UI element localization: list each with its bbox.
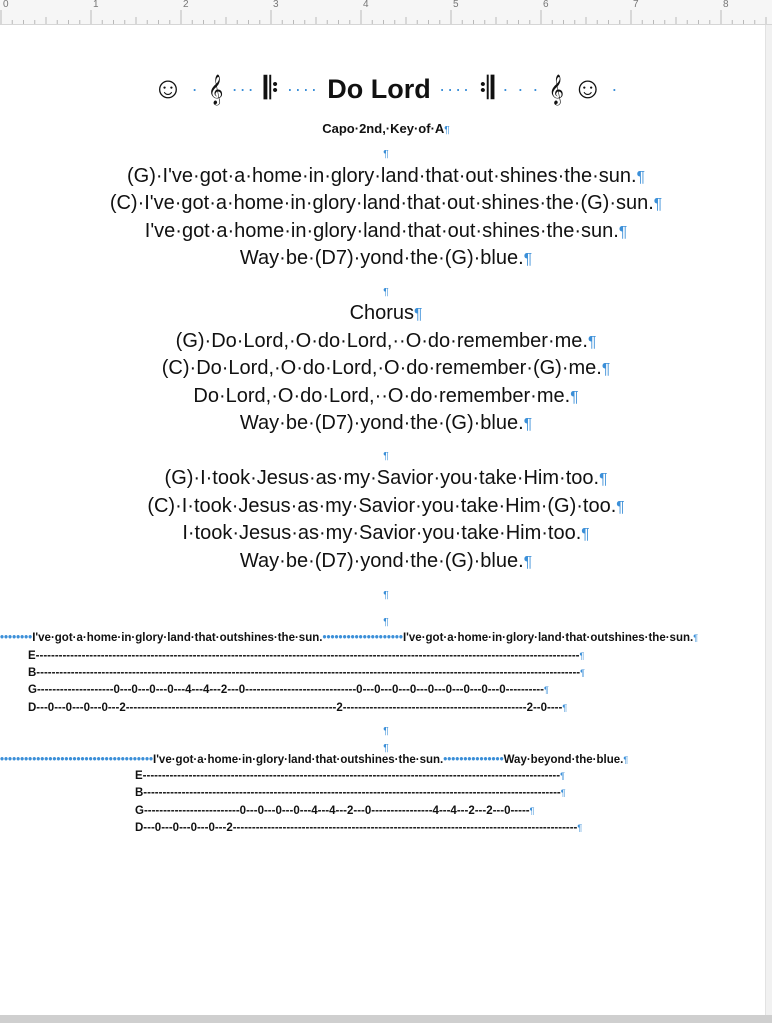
ruler-ticks xyxy=(0,0,772,24)
treble-clef-icon: 𝄞 xyxy=(207,74,224,105)
tab-string-b: B----------------------------------------------------------------------------------------------------------------------------------------------¶ xyxy=(28,667,585,679)
tab-string-e: E-------------------------------------------------------------------------------------------------------------¶ xyxy=(135,770,565,782)
ruler-number: 1 xyxy=(93,0,99,10)
page-title: Do Lord xyxy=(327,74,431,105)
empty-paragraph: ¶ xyxy=(383,590,389,601)
treble-clef-icon: 𝄞 xyxy=(548,74,565,105)
ruler-number: 2 xyxy=(183,0,189,10)
empty-paragraph: ¶ xyxy=(383,617,389,628)
repeat-end-icon: 𝄇 xyxy=(479,72,494,106)
lyric-line: (G)·Do·Lord,·O·do·Lord,··O·do·remember·me.¶ xyxy=(175,330,597,352)
tab-string-g: G-------------------------0---0---0---0---4---4---2---0----------------4---4---2---2---0-----¶ xyxy=(135,805,535,817)
empty-paragraph: ¶ xyxy=(383,451,389,462)
tab-string-d: D---0---0---0---0---2------------------------------------------------------------------------------------------¶ xyxy=(135,822,583,834)
repeat-start-icon: 𝄆 xyxy=(263,72,279,106)
lyric-line: (C)·I've·got·a·home·in·glory·land·that·out·shines·the·(G)·sun.¶ xyxy=(109,192,663,214)
ruler-number: 8 xyxy=(723,0,729,10)
capo-subtitle: Capo·2nd,·Key·of·A¶ xyxy=(322,121,450,136)
lyric-line: (G)·I·took·Jesus·as·my·Savior·you·take·Him·too.¶ xyxy=(164,467,608,489)
lyric-line: I've·got·a·home·in·glory·land·that·out·shines·the·sun.¶ xyxy=(144,220,628,242)
empty-paragraph: ¶ xyxy=(383,726,389,737)
lyric-line: (G)·I've·got·a·home·in·glory·land·that·out·shines·the·sun.¶ xyxy=(127,165,645,187)
ruler-number: 4 xyxy=(363,0,369,10)
lyric-line: Way·be·(D7)·yond·the·(G)·blue.¶ xyxy=(239,550,533,572)
empty-paragraph: ¶ xyxy=(383,743,389,754)
ruler-number: 0 xyxy=(3,0,9,10)
ruler-number: 6 xyxy=(543,0,549,10)
empty-paragraph: ¶ xyxy=(383,149,389,160)
lyric-line: Way·be·(D7)·yond·the·(G)·blue.¶ xyxy=(239,247,533,269)
ruler-number: 3 xyxy=(273,0,279,10)
ruler-number: 5 xyxy=(453,0,459,10)
lyric-line: Way·be·(D7)·yond·the·(G)·blue.¶ xyxy=(239,412,533,434)
lyric-line: I·took·Jesus·as·my·Savior·you·take·Him·too.¶ xyxy=(182,522,590,544)
ruler xyxy=(0,0,772,25)
tab-lyric-line: ••••••••••••••••••••••••••••••••••••••I've·got·a·home·in·glory·land·that·outshines·the·sun.•••••••••••••••Way·beyond·the·blue.¶ xyxy=(0,754,629,766)
tab-string-g: G--------------------0---0---0---0---4---4---2---0-----------------------------0---0---0---0---0---0---0---0---0----------¶ xyxy=(28,684,549,696)
smiley-icon: ☺ xyxy=(572,72,604,106)
lyric-line: (C)·Do·Lord,·O·do·Lord,·O·do·remember·(G)·me.¶ xyxy=(161,357,611,379)
tab-string-e: E----------------------------------------------------------------------------------------------------------------------------------------------¶ xyxy=(28,650,585,662)
ruler-number: 7 xyxy=(633,0,639,10)
tab-string-d: D---0---0---0---0---2-------------------------------------------------------2------------------------------------------------2--0----¶ xyxy=(28,702,568,714)
horizontal-scrollbar[interactable] xyxy=(0,1015,772,1023)
tab-string-b: B-------------------------------------------------------------------------------------------------------------¶ xyxy=(135,787,566,799)
lyric-line: (C)·I·took·Jesus·as·my·Savior·you·take·Him·(G)·too.¶ xyxy=(147,495,625,517)
chorus-heading: Chorus¶ xyxy=(349,302,423,324)
empty-paragraph: ¶ xyxy=(383,287,389,298)
tab-lyric-line: ••••••••I've·got·a·home·in·glory·land·that·outshines·the·sun.••••••••••••••••••••I've·got·a·home·in·glory·land·that·outshines·the·sun.¶ xyxy=(0,632,699,644)
lyric-line: Do·Lord,·O·do·Lord,··O·do·remember·me.¶ xyxy=(193,385,579,407)
song-title-row: ☺ · 𝄞 ··· 𝄆 ···· Do Lord ···· 𝄇 · · · 𝄞 ☺ · xyxy=(152,72,620,106)
smiley-icon: ☺ xyxy=(152,72,184,106)
